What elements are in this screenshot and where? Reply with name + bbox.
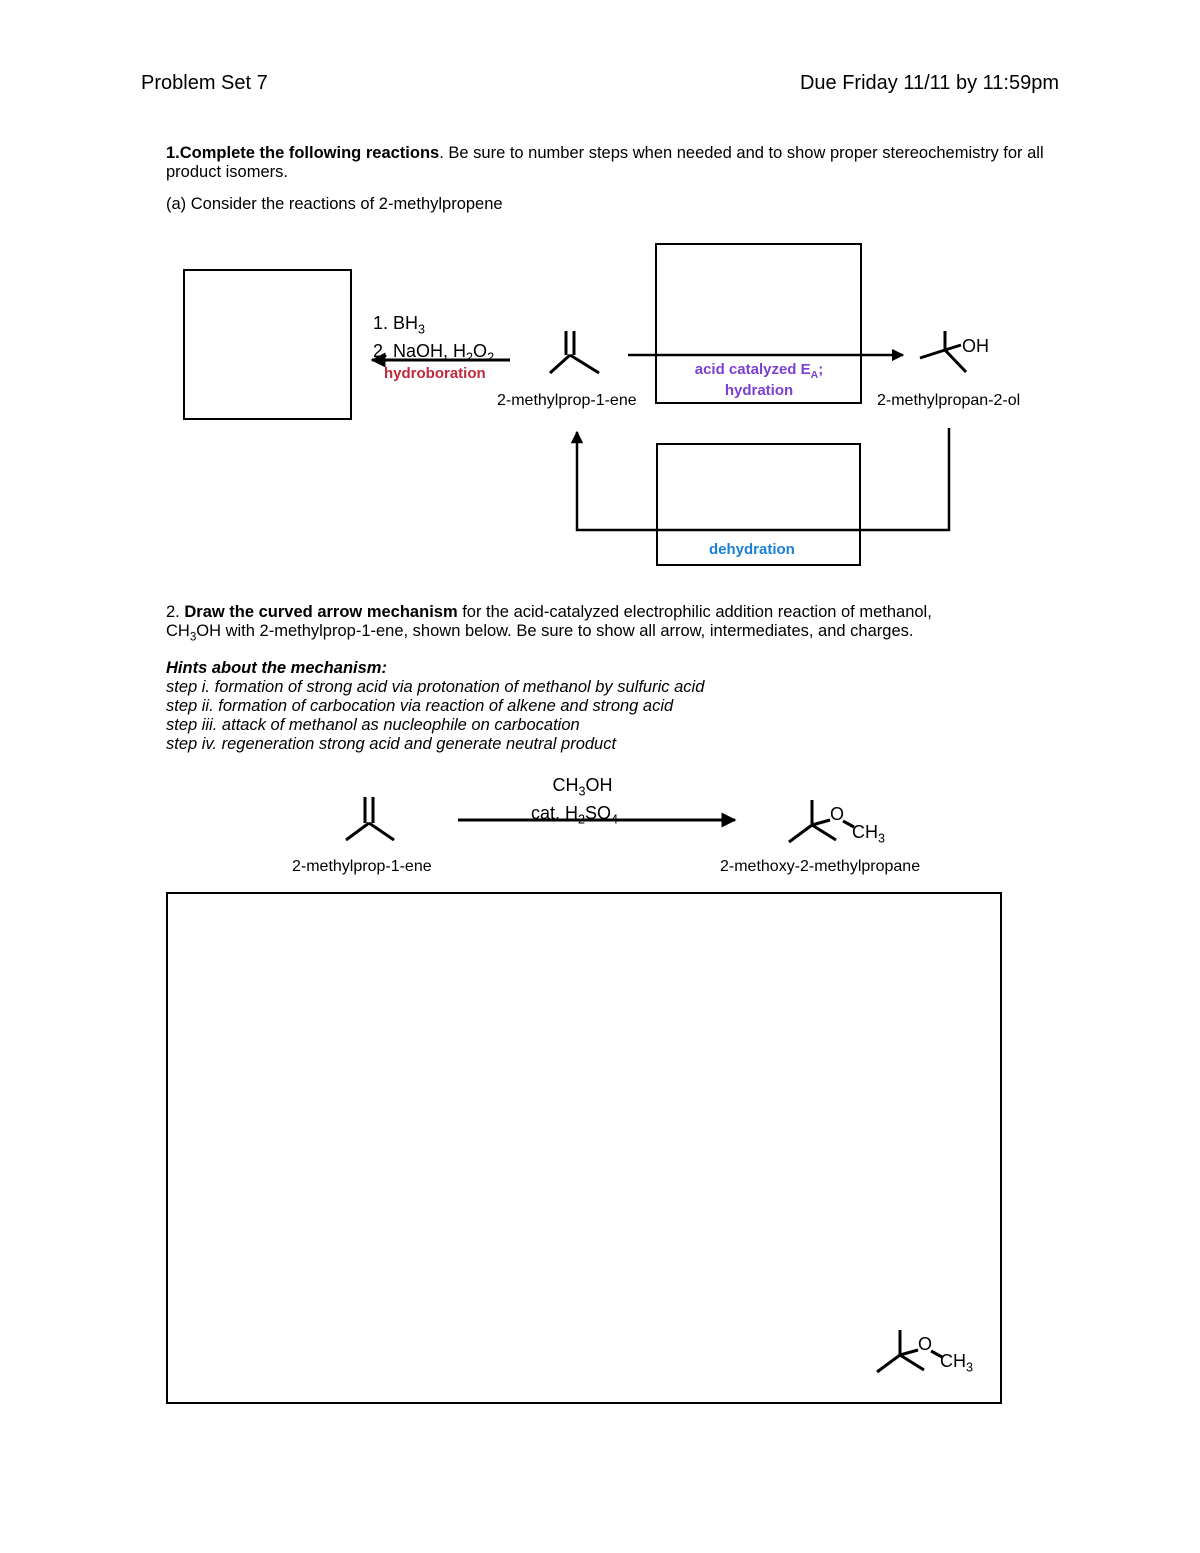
ether-o-label: O xyxy=(830,804,845,824)
oh-group-label: OH xyxy=(962,336,989,356)
q1-number: 1. xyxy=(166,144,180,162)
hint-step-3: step iii. attack of methanol as nucleophile on carbocation xyxy=(166,716,580,734)
product-name-q2: 2-methoxy-2-methylpropane xyxy=(720,858,921,875)
product-name-q1: 2-methylpropan-2-ol xyxy=(877,392,1021,409)
q2-reagents: $CH_3OH$ cat. $H_2SO_4$ xyxy=(531,775,619,827)
q2-instructions: 2. Draw the curved arrow mechanism for the acid-catalyzed electrophilic addition reaction of methanol, $CH_3OH$ with 2-methylprop-1-ene, shown below. Be sure to show all arrow, intermediates, and charges. xyxy=(166,603,932,644)
reactant-name-q2: 2-methylprop-1-ene xyxy=(292,858,432,875)
alkene-structure-q2 xyxy=(346,797,394,840)
ether-ch3-label: $CH_3$ xyxy=(852,822,886,846)
hydroboration-reagents: 1. $BH_3$ 2. NaOH, $H_2O_2$ xyxy=(373,313,495,365)
hints-title: Hints about the mechanism: xyxy=(166,659,387,677)
hydroboration-label: hydroboration xyxy=(384,365,486,382)
answer-ether-ch3-label: $CH_3$ xyxy=(940,1351,974,1375)
ether-structure-q2 xyxy=(789,800,854,842)
q1-text: . Be sure to number steps when needed and to show proper stereochemistry for all product isomers. xyxy=(166,144,1044,181)
q1-part-a: (a) Consider the reactions of 2-methylpropene xyxy=(166,195,503,213)
hydration-label: acid catalyzed $E_A$; hydration xyxy=(694,361,824,399)
header-due-date: Due Friday 11/11 by 11:59pm xyxy=(799,72,1059,94)
hint-step-1: step i. formation of strong acid via protonation of methanol by sulfuric acid xyxy=(166,678,705,696)
hint-step-2: step ii. formation of carbocation via reaction of alkene and strong acid xyxy=(166,697,674,715)
dehydration-label: dehydration xyxy=(709,541,795,558)
mechanism-answer-box[interactable] xyxy=(166,892,1002,1404)
header-title: Problem Set 7 xyxy=(141,72,268,94)
q1-bold: Complete the following reactions xyxy=(179,144,440,162)
hint-step-4: step iv. regeneration strong acid and generate neutral product xyxy=(166,735,617,753)
reactant-name-q1: 2-methylprop-1-ene xyxy=(497,392,637,409)
answer-ether-o-label: O xyxy=(918,1334,933,1354)
